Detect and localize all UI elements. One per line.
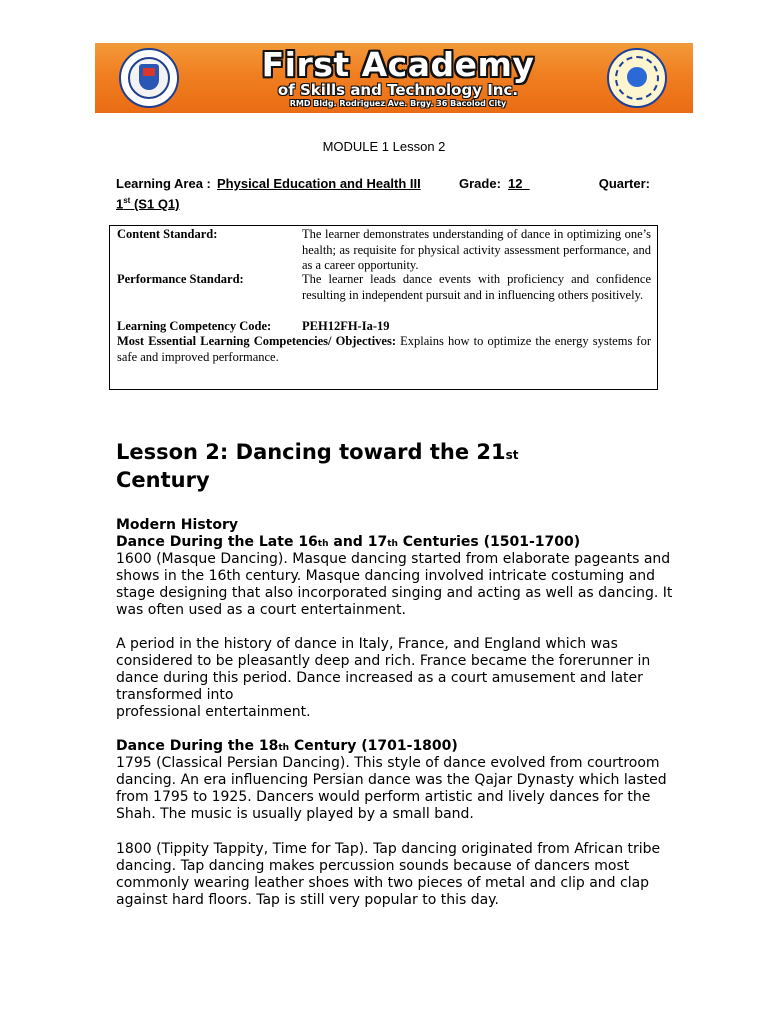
content-standard-text: The learner demonstrates understanding of dance in optimizing one’s health; as requisite for physical activity assessment performance, and as a career opportunity. (302, 227, 651, 272)
school-banner (95, 43, 693, 113)
section-heading: Modern History (116, 517, 239, 533)
paragraph-tap: 1800 (Tippity Tappity, Time for Tap). Tap dancing originated from African tribe dancing. Tap dancing makes percussion sounds because of dancers most commonly wearing leather shoes with two pieces of metal and clip and clap against hard floors. Tap is still very popular to this day. (116, 841, 661, 908)
school-seal-icon (607, 48, 667, 108)
school-address: RMD Bldg. Rodriguez Ave. Brgy. 36 Bacolod City (289, 99, 507, 108)
objectives-block (117, 334, 651, 365)
competency-code-label: Learning Competency Code: (117, 319, 272, 333)
quarter-value: 1st (S1 Q1) (116, 196, 180, 212)
performance-standard-label: Performance Standard: (117, 272, 244, 286)
school-name: First Academy (261, 45, 535, 84)
objectives-text: Explains how to optimize the energy systems for safe and improved performance. (117, 334, 652, 364)
content-standard-label: Content Standard: (117, 227, 218, 241)
grade-label: Grade: (459, 176, 501, 191)
paragraph-persian: 1795 (Classical Persian Dancing). This style of dance evolved from courtroom dancing. An era influencing Persian dance was the Qajar Dynasty which lasted from 1795 to 1925. Dancers would perform artistic and lively dances for the Shah. The music is usually played by a small band. (116, 755, 667, 822)
paragraph-period: A period in the history of dance in Italy, France, and England which was considered to be pleasantly deep and rich. France became the forerunner in dance during this period. Dance increased as a court amusement and later transformed into professional entertainment. (116, 636, 651, 720)
competency-code-value: PEH12FH-Ia-19 (302, 319, 390, 333)
standards-box (109, 225, 658, 390)
paragraph-masque: 1600 (Masque Dancing). Masque dancing started from elaborate pageants and shows in the 16th century. Masque dancing involved intricate costuming and stage designing that also incorporated singing and acting as well as dancing. It was often used as a court entertainment. (116, 551, 673, 618)
lesson-title: Lesson 2: Dancing toward the 21st Century (116, 440, 519, 492)
section-1-heading: Dance During the Late 16th and 17th Centuries (1501-1700) (116, 534, 581, 550)
learning-area-value: Physical Education and Health III (217, 176, 421, 191)
module-title: MODULE 1 Lesson 2 (322, 139, 446, 154)
learning-area-label: Learning Area : (116, 176, 211, 191)
school-subtitle: of Skills and Technology Inc. (277, 81, 519, 99)
objectives-label: Most Essential Learning Competencies/ Objectives: (117, 334, 396, 348)
quarter-label: Quarter: (598, 176, 650, 191)
performance-standard-text: The learner leads dance events with proficiency and confidence resulting in independent pursuit and in influencing others positively. (302, 272, 651, 302)
section-2-heading: Dance During the 18th Century (1701-1800) (116, 738, 458, 754)
grade-value: 12 (508, 176, 523, 191)
deped-seal-icon (119, 48, 179, 108)
